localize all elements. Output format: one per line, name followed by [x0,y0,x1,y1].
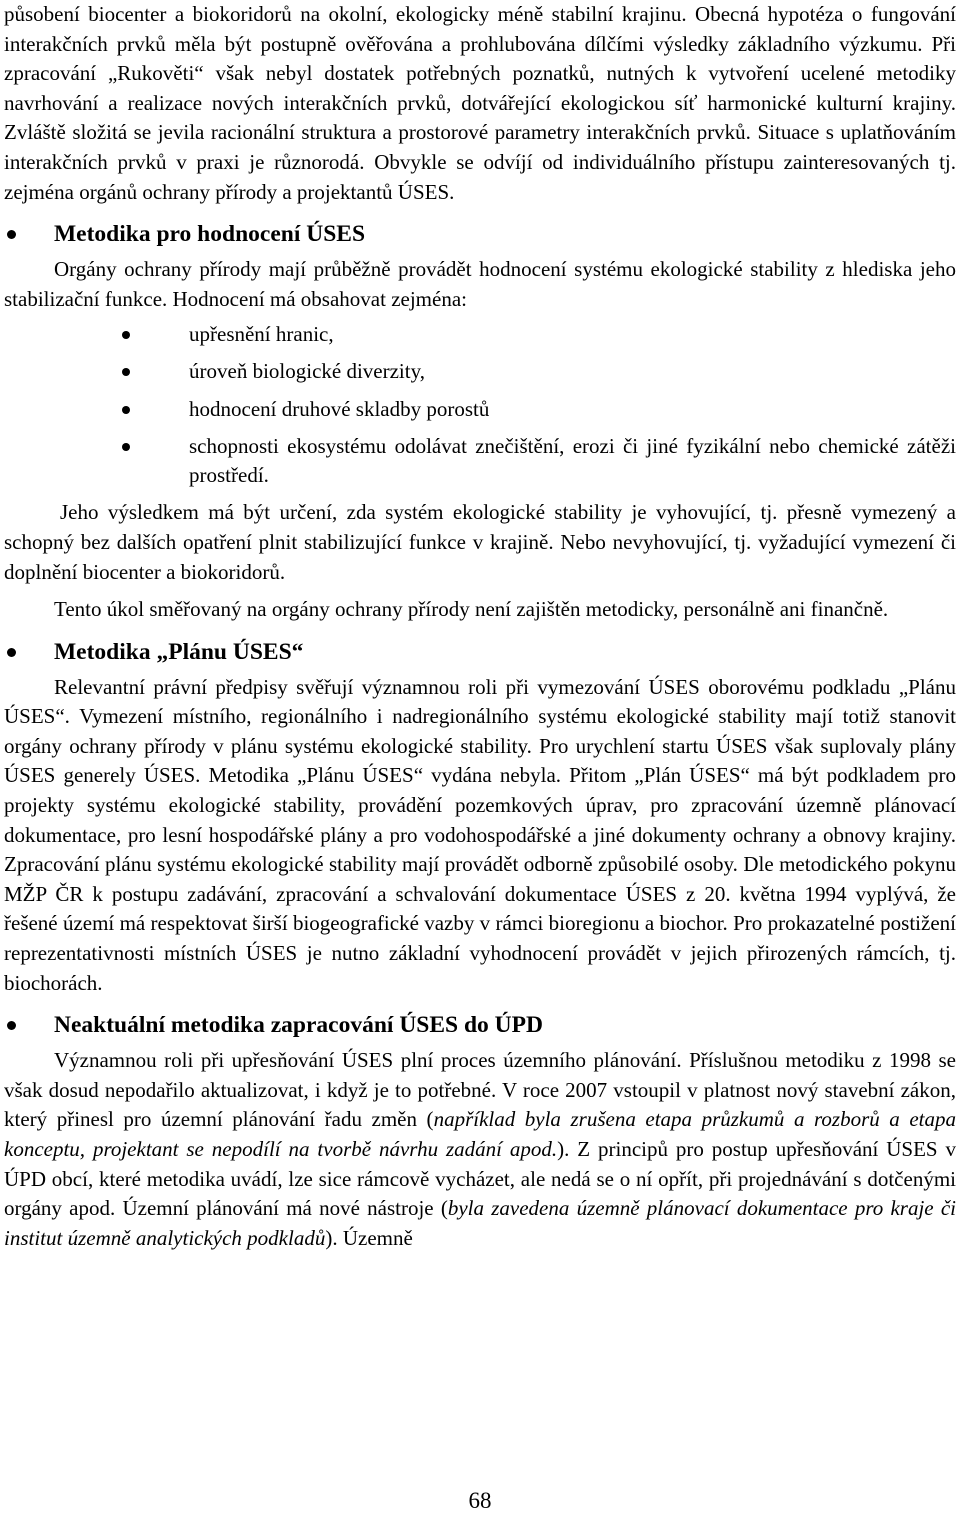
section-heading-1 [4,217,956,251]
section3-italic-2: byla zavedena územně plánovací dokumentace pro kraje či institut územně analytických podkladů [4,1196,956,1250]
bullet-icon [122,443,130,451]
bullet-icon [122,331,130,339]
section1-paragraph-1: Orgány ochrany přírody mají průběžně provádět hodnocení systému ekologické stability z hlediska jeho stabilizační funkce. Hodnocení má obsahovat zejména: [4,257,956,311]
section-heading-2-text: Metodika „Plánu ÚSES“ [54,638,304,665]
list-item-text: schopnosti ekosystému odolávat znečištění, erozi či jiné fyzikální nebo chemické zátěži prostředí. [189,433,956,488]
page-number: 68 [468,1488,492,1513]
list-item [4,320,956,350]
section1-paragraph-2: Jeho výsledkem má být určení, zda systém ekologické stability je vyhovující, tj. přesně vymezený a schopný bez dalších opatření plnit stabilizující funkce v krajině. Nebo nevyhovující, tj. vyžadující vymezení či doplnění biocenter a biokoridorů. [4,500,956,584]
list-item-text: úroveň biologické diverzity, [189,359,425,384]
bullet-icon [7,1021,16,1030]
bullet-icon [7,648,16,657]
list-item-text: hodnocení druhové skladby porostů [189,396,490,421]
section2-paragraph: Relevantní právní předpisy svěřují významnou roli při vymezování ÚSES oborovému podkladu „Plánu ÚSES“. Vymezení místního, regionálního i nadregionálního systému ekologické stability mají totiž stanovit orgány ochrany přírody v plánu systému ekologické stability. Pro urychlení startu ÚSES však suplovaly plány ÚSES generely ÚSES. Metodika „Plánu ÚSES“ vydána nebyla. Přitom „Plán ÚSES“ má být podkladem pro projekty systému ekologické stability, provádění pozemkových úprav, pro zpracování územně plánovací dokumentace, pro lesní hospodářské plány a pro vodohospodářské a jiné dokumenty ochrany a obnovy krajiny. Zpracování plánu systému ekologické stability mají provádět odborně způsobilé osoby. Dle metodického pokynu MŽP ČR k postupu zadávání, zpracování a schvalování dokumentace ÚSES z 20. května 1994 vyplývá, že řešené území má respektovat širší biogeografické vazby v rámci bioregionu a biochor. Pro prokazatelné postižení reprezentativnosti místních ÚSES je nutno základní vyhodnocení provádět v jejich přirozených rámcích, tj. biochorách. [4,674,956,995]
list-item [4,432,956,491]
bullet-icon [7,230,16,239]
section3-paragraph [4,1046,956,1253]
section3-italic-1: například byla zrušena etapa průzkumů a rozborů a etapa konceptu, projektant se nepodílí na tvorbě návrhu zadání apod. [4,1107,956,1161]
section3-text-c: ). Z principů pro postup upřesňování ÚSES v ÚPD obcí, které metodika uvádí, lze sice rámcově vycházet, ale nedá se o ní opřít, při projednávání s dotčenými orgány apod. Územní plánování má nové nástroje ( [4,1137,957,1221]
page-content [4,0,956,1253]
intro-paragraph: působení biocenter a biokoridorů na okolní, ekologicky méně stabilní krajinu. Obecná hypotéza o fungování interakčních prvků měla být postupně ověřována a prohlubována dílčími výsledky základního výzkumu. Při zpracování „Rukověti“ však nebyl dostatek potřebných poznatků, nutných k vytvoření ucelené metodiky navrhování a realizace nových interakčních prvků, dotvářející ekologickou síť harmonické kulturní krajiny. Zvláště složitá se jevila racionální struktura a prostorové parametry interakčních prvků. Situace s uplatňováním interakčních prvků v praxi je různorodá. Obvykle se odvíjí od individuálního přístupu zainteresovaných tj. zejména orgánů ochrany přírody a projektantů ÚSES. [4,2,956,204]
list-item-text: upřesnění hranic, [189,322,334,347]
bullet-icon [122,368,130,376]
section-heading-1-text: Metodika pro hodnocení ÚSES [54,221,366,248]
section1-list [4,320,956,490]
section1-paragraph-3: Tento úkol směřovaný na orgány ochrany přírody není zajištěn metodicky, personálně ani finančně. [54,597,889,622]
list-item [4,395,956,425]
list-item [4,357,956,387]
section-heading-3-text: Neaktuální metodika zapracování ÚSES do ÚPD [54,1012,543,1039]
section-heading-2 [4,635,956,669]
bullet-icon [122,406,130,414]
section3-text-a: Významnou roli při upřesňování ÚSES plní proces územního plánování. Příslušnou metodiku z 1998 se však dosud nepodařilo aktualizovat, i když je to potřebné. V roce 2007 vstoupil v platnost nový stavební zákon, který přinesl pro územní plánování řadu změn ( [4,1048,956,1132]
section3-text-e: ). Územně [325,1225,413,1250]
section-heading-3 [4,1008,956,1042]
